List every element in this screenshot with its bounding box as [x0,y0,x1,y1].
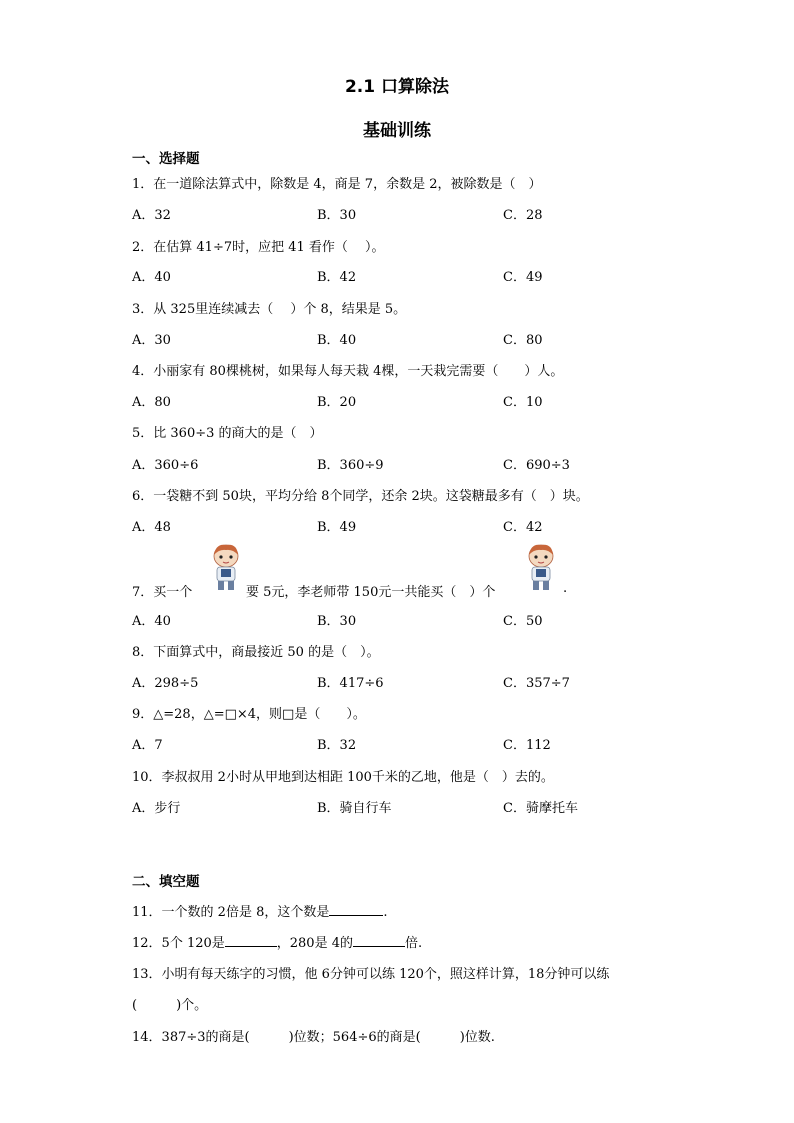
option-a[interactable]: A．48 [132,520,171,535]
options-8 [132,672,692,690]
option-a[interactable]: A．7 [132,738,163,753]
question-6: 6．一袋糖不到 50块，平均分给 8个同学，还余 2块。这袋糖最多有（ ）块。 [132,489,589,504]
question-5: 5．比 360÷3 的商大的是（ ） [132,426,323,441]
option-c[interactable]: C．28 [503,208,543,223]
section-heading-fill: 二、填空题 [132,874,200,890]
question-3: 3．从 325里连续减去（ ）个 8，结果是 5。 [132,302,407,317]
option-c[interactable]: C．357÷7 [503,676,570,691]
option-b[interactable]: B．417÷6 [317,676,384,691]
option-a[interactable]: A．360÷6 [132,458,199,473]
option-c[interactable]: C．690÷3 [503,458,570,473]
options-2 [132,266,692,284]
question-1: 1．在一道除法算式中，除数是 4，商是 7，余数是 2，被除数是（ ） [132,177,542,192]
question-8: 8．下面算式中，商最接近 50 的是（ ）。 [132,645,380,660]
question-12 [132,932,422,951]
options-4 [132,391,692,409]
options-10 [132,797,692,815]
option-c[interactable]: C．骑摩托车 [503,801,578,816]
options-1 [132,204,692,222]
question-11-end: . [383,905,388,920]
options-5 [132,454,692,472]
option-b[interactable]: B．360÷9 [317,458,384,473]
option-a[interactable]: A．30 [132,333,171,348]
question-12-text-c: 倍. [404,936,423,951]
question-4: 4．小丽家有 80棵桃树，如果每人每天栽 4棵，一天栽完需要（ ）人。 [132,364,564,379]
page-title: 2.1 口算除法 [344,77,450,97]
option-a[interactable]: A．40 [132,614,171,629]
option-a[interactable]: A．298÷5 [132,676,199,691]
options-3 [132,329,692,347]
option-b[interactable]: B．30 [317,614,357,629]
page-subtitle: 基础训练 [363,121,431,141]
options-9 [132,734,692,752]
question-10: 10．李叔叔用 2小时从甲地到达相距 100千米的乙地，他是（ ）去的。 [132,770,554,785]
option-c[interactable]: C．10 [503,395,543,410]
doll-figure-icon [206,543,246,593]
option-b[interactable]: B．42 [317,270,357,285]
option-c[interactable]: C．42 [503,520,543,535]
question-7-part-a: 7．买一个 [132,585,193,600]
option-c[interactable]: C．50 [503,614,543,629]
question-12-text-b: ，280是 4的 [276,936,353,951]
answer-blank-12a[interactable] [225,933,277,947]
question-7-part-c: . [563,581,568,596]
option-a[interactable]: A．32 [132,208,171,223]
answer-blank-11[interactable] [329,902,383,916]
option-c[interactable]: C．112 [503,738,551,753]
question-11-text: 11．一个数的 2倍是 8，这个数是 [132,905,330,920]
question-14: 14．387÷3的商是( )位数；564÷6的商是( )位数. [132,1030,495,1045]
option-b[interactable]: B．20 [317,395,357,410]
option-a[interactable]: A．40 [132,270,171,285]
question-9: 9．△=28，△=□×4，则□是（ ）。 [132,707,366,722]
doll-figure-icon [521,543,561,593]
question-7-part-b: 要 5元，李老师带 150元一共能买（ ）个 [246,585,496,600]
question-13-line-2: ( )个。 [132,998,208,1013]
options-6 [132,516,692,534]
option-b[interactable]: B．骑自行车 [317,801,392,816]
option-b[interactable]: B．32 [317,738,357,753]
option-a[interactable]: A．80 [132,395,171,410]
question-2: 2．在估算 41÷7时，应把 41 看作（ ）。 [132,240,385,255]
option-c[interactable]: C．49 [503,270,543,285]
option-c[interactable]: C．80 [503,333,543,348]
options-7 [132,610,692,628]
section-heading-choice: 一、选择题 [132,151,200,167]
question-11 [132,901,388,920]
option-b[interactable]: B．49 [317,520,357,535]
answer-blank-12b[interactable] [353,933,405,947]
option-b[interactable]: B．40 [317,333,357,348]
option-a[interactable]: A．步行 [132,801,181,816]
question-13-line-1: 13．小明有每天练字的习惯，他 6分钟可以练 120个，照这样计算，18分钟可以练 [132,967,610,982]
question-12-text-a: 12．5个 120是 [132,936,225,951]
option-b[interactable]: B．30 [317,208,357,223]
